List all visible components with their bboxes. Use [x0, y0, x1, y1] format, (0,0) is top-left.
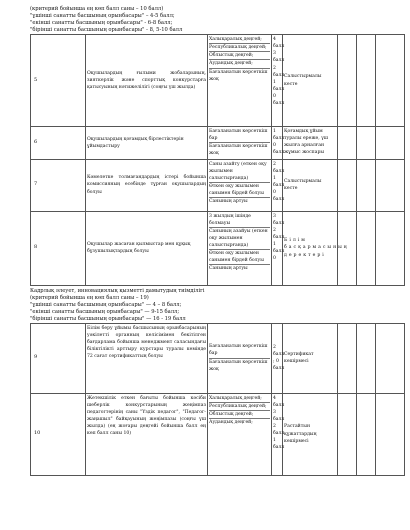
note-line: "екінші санатты басшының орынбасары" - 6-8 балл; — [30, 20, 173, 27]
points-text: балл — [273, 402, 285, 408]
evidence-list — [208, 393, 272, 475]
empty-cell — [357, 127, 376, 159]
criteria-table-b — [30, 323, 405, 476]
points-column — [272, 211, 283, 285]
document-type: Салыстырмалы кесте — [283, 35, 338, 127]
empty-cell — [376, 211, 405, 285]
empty-cell — [338, 127, 357, 159]
points-column — [272, 159, 283, 211]
row-number: 5 — [31, 35, 86, 127]
points-text: 0 — [273, 93, 276, 99]
criteria-table-a — [30, 34, 405, 285]
table-row — [31, 127, 405, 159]
points-text: балл — [273, 72, 285, 78]
empty-cell — [357, 393, 376, 475]
points-text: балл — [273, 416, 285, 422]
points-text: 2 — [273, 227, 276, 233]
document-type-text: Білім басқармасының деректері — [284, 238, 349, 258]
evidence-item: Бағаланатын көрсеткіш жоқ — [209, 359, 268, 372]
empty-cell — [338, 159, 357, 211]
evidence-item: Облыстық деңгей; — [209, 52, 270, 60]
points-text: 1 — [273, 438, 276, 444]
document-type: Растайтын құжаттардың көшірмесі — [283, 393, 338, 475]
note-line: "ұшінші санатты басшының орынбасары" – 4-5 балл; — [30, 13, 175, 20]
empty-cell — [376, 393, 405, 475]
points-text: 2 — [273, 65, 276, 71]
evidence-item: Бағаланатын көрсеткіш жоқ — [209, 69, 268, 82]
points-text: балл — [273, 366, 285, 372]
points-text: балл — [273, 101, 285, 107]
document-type: Салыстырмалы кесте — [283, 159, 338, 211]
criterion-text: Оқушылардың ғылыми жобаларының, зияткерлік және спорттық конкурстарға қатысуының нәтижелілігі (соңғы үш жылда) — [86, 35, 208, 127]
points-column — [272, 393, 283, 475]
points-text: балл — [273, 431, 285, 437]
evidence-item: Өткен оқу жылымен санымен бірдей болуы — [209, 183, 270, 198]
points-text: 3 — [273, 409, 276, 415]
points-text: 1 — [273, 129, 276, 135]
points-text: 1 — [273, 241, 276, 247]
empty-cell — [357, 323, 376, 393]
points-text: балл — [273, 44, 285, 50]
evidence-item: Бағаланатын көрсеткіш бар — [209, 128, 270, 143]
points-text: балл — [273, 182, 285, 188]
evidence-item: Саны азайту (өткен оқу жылымен салыстырғанда) — [209, 161, 270, 183]
note-line: (критерий бойынша ең көп балл саны – 10 балл) — [30, 6, 164, 12]
row-number: 10 — [31, 393, 86, 475]
evidence-item: Халықаралық деңгей; — [209, 395, 270, 403]
points-text: 4 — [273, 37, 276, 43]
evidence-item: Аудандық деңгей; — [209, 419, 253, 425]
points-text: 3 — [273, 51, 276, 57]
empty-cell — [376, 127, 405, 159]
empty-cell — [376, 35, 405, 127]
points-text: балл — [273, 220, 285, 226]
points-text: 1 — [273, 175, 276, 181]
points-text: 2 — [273, 424, 276, 430]
empty-cell — [338, 393, 357, 475]
empty-cell — [338, 323, 357, 393]
note-line: "бірінші санатты басшының орынбасары" - 8, 5-10 балл — [30, 27, 183, 34]
points-text: 1 — [273, 79, 276, 85]
points-text: балл — [273, 249, 285, 255]
criterion-text: Оқушылардың қоғамдық бірлестіктерін ұйымдастыру — [86, 127, 208, 159]
points-column — [272, 323, 283, 393]
points-text: 2 — [273, 344, 276, 350]
evidence-list — [208, 211, 272, 285]
empty-cell — [357, 211, 376, 285]
note-line: "бірінші санатты басшының орынбасары" — 16 - 19 балл — [30, 315, 186, 322]
points-text: балл — [273, 136, 285, 142]
evidence-list — [208, 35, 272, 127]
points-text: 2 — [273, 161, 276, 167]
points-text: балл — [273, 58, 285, 64]
points-text: балл — [273, 197, 285, 203]
evidence-item: Санының артуы — [209, 199, 248, 205]
row-number: 8 — [31, 211, 86, 285]
evidence-item: Республикалық деңгей; — [209, 44, 270, 52]
points-text: балл — [273, 86, 285, 92]
evidence-item: Өткен оқу жылымен санымен бірдей болуы — [209, 250, 270, 265]
points-text: 0 — [273, 189, 276, 195]
evidence-list — [208, 159, 272, 211]
row-number: 9 — [31, 323, 86, 393]
empty-cell — [357, 159, 376, 211]
row-number: 7 — [31, 159, 86, 211]
note-line: "екінші санатты басшының орынбасары" — 9-15 балл; — [30, 308, 180, 315]
points-text: 3 — [273, 213, 276, 219]
points-text: балл — [273, 168, 285, 174]
row-number: 6 — [31, 127, 86, 159]
evidence-list — [208, 323, 272, 393]
empty-cell — [357, 35, 376, 127]
empty-cell — [338, 35, 357, 127]
points-text: 0 — [273, 256, 276, 262]
criteria-note-top — [30, 6, 404, 34]
evidence-list — [208, 127, 272, 159]
document-type: Сертификат көшірмесі — [283, 323, 338, 393]
evidence-item: Санының азайуы (өткен оқу жылымен салыстырғанда) — [209, 228, 270, 250]
evidence-item: 3 жылдың ішінде болмауы — [209, 213, 270, 228]
points-text: ; 0 — [273, 359, 279, 365]
points-text: 0 — [273, 143, 276, 149]
points-column — [272, 35, 283, 127]
criterion-text: Жетекшілік еткен бағыты бойынша кәсіби шеберлік конкурстарының жеңімпаз педагогтерінің саны "Үздік педагог", "Педагог-жаңашыл" байқауының жеңімпазы (соңғы үш жылда) (ең жоғары деңгейі бойынша балл ең көп балл саны 10) — [86, 393, 208, 475]
points-text: балл — [273, 445, 285, 451]
criterion-text: Оқушылар жасаған қылмыстар мен құқық бұзушылықтардың болуы — [86, 211, 208, 285]
evidence-item: Аудандық деңгей; — [209, 60, 270, 68]
points-text: 4 — [273, 395, 276, 401]
evidence-item: Республикалық деңгей; — [209, 403, 270, 411]
evidence-item: Облыстық деңгей; — [209, 411, 270, 419]
note-line: "ұшінші санатты басшының орынбасары" — 4 – 8 балл; — [30, 301, 182, 308]
points-text: балл — [273, 150, 285, 156]
table-row — [31, 323, 405, 393]
evidence-item: Бағаланатын көрсеткіш жоқ — [209, 144, 268, 157]
criterion-text: Білім беру ұйымы басшысының орынбасарының уәкілетті органның келісімімен бекітілген бағдарлама бойынша менеджмент саласындағы біліктілікті арттыру курстары туралы кемінде 72 сағат сертификаттың болуы — [86, 323, 208, 393]
points-text: балл — [273, 234, 285, 240]
document-type: Қоғамдық ұйым туралы ереже, үш жылға арналған жұмыс жоспары — [283, 127, 338, 159]
criterion-text: Кәмелетке толмағандардың істері бойынша комиссияның есебінде тұрған оқушылардың болуы — [86, 159, 208, 211]
evidence-item: Халықаралық деңгей; — [209, 36, 270, 44]
table-row — [31, 211, 405, 285]
evidence-item: Бағаланатын көрсеткіш бар — [209, 343, 270, 358]
criteria-note-mid — [30, 286, 404, 323]
table-row — [31, 159, 405, 211]
document-type — [283, 211, 349, 285]
section-title: Кадрлық әлеует, инновациялық қызметті дамытудың тиімділігі — [30, 287, 205, 294]
points-column — [272, 127, 283, 159]
empty-cell — [376, 323, 405, 393]
empty-cell — [376, 159, 405, 211]
table-row — [31, 35, 405, 127]
evidence-item: Санының артуы — [209, 266, 248, 272]
note-line: (критерий бойынша ең көп балл саны – 19) — [30, 294, 149, 301]
table-row — [31, 393, 405, 475]
points-text: балл — [273, 351, 285, 357]
